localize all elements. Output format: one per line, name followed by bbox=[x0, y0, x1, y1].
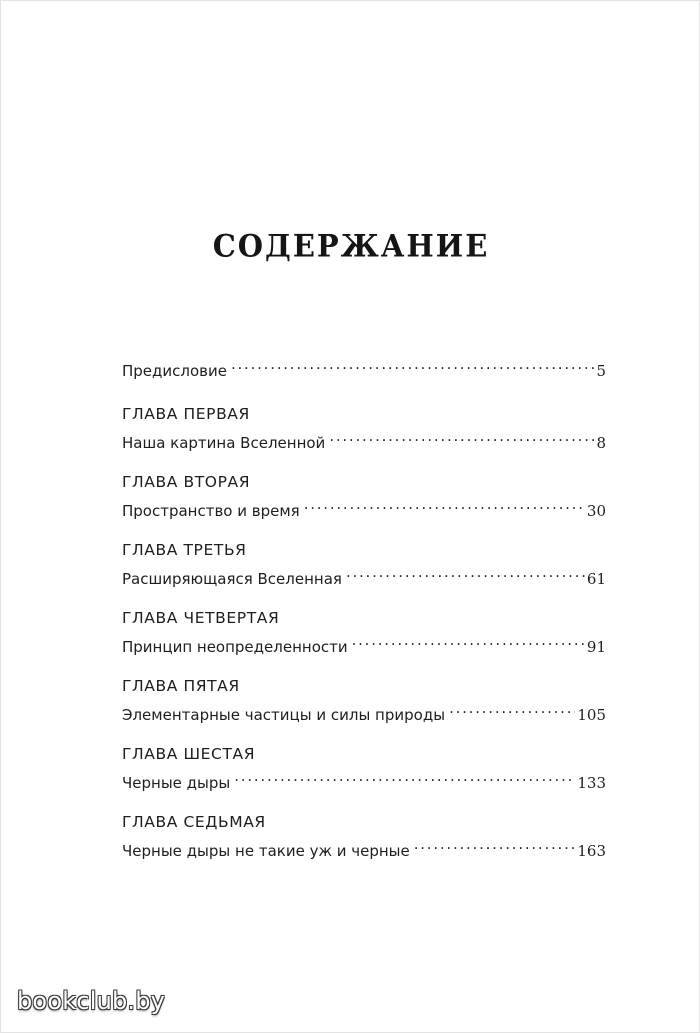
toc-line bbox=[122, 493, 606, 520]
toc-page-number: 91 bbox=[586, 638, 606, 656]
dot-leader bbox=[352, 629, 585, 652]
dot-leader bbox=[449, 697, 575, 720]
toc-page-number: 5 bbox=[596, 362, 606, 380]
dot-leader bbox=[231, 353, 594, 376]
toc-line bbox=[122, 833, 606, 860]
toc-chapter-2 bbox=[122, 471, 606, 520]
dot-leader bbox=[414, 833, 576, 856]
toc-chapter-7 bbox=[122, 811, 606, 860]
chapter-label: ГЛАВА ЧЕТВЕРТАЯ bbox=[122, 609, 280, 627]
toc-page-number: 133 bbox=[577, 774, 606, 792]
chapter-label: ГЛАВА ШЕСТАЯ bbox=[122, 745, 256, 763]
toc-line bbox=[122, 697, 606, 724]
toc-chapter-6 bbox=[122, 743, 606, 792]
toc-entry-title: Расширяющаяся Вселенная bbox=[122, 570, 342, 588]
chapter-label: ГЛАВА СЕДЬМАЯ bbox=[122, 813, 266, 831]
toc-page-number: 61 bbox=[586, 570, 606, 588]
toc-page-number: 105 bbox=[577, 706, 606, 724]
site-watermark: bookclub.by bbox=[17, 987, 166, 1015]
dot-leader bbox=[304, 493, 585, 516]
toc-line bbox=[122, 425, 606, 452]
toc-chapter-1 bbox=[122, 403, 606, 452]
toc-line bbox=[122, 629, 606, 656]
toc-entry-preface bbox=[122, 353, 606, 380]
toc-entry-title: Принцип неопределенности bbox=[122, 638, 348, 656]
chapter-label: ГЛАВА ТРЕТЬЯ bbox=[122, 541, 247, 559]
toc-entry-title: Элементарные частицы и силы природы bbox=[122, 706, 446, 724]
toc-page-number: 8 bbox=[596, 434, 606, 452]
toc-chapter-3 bbox=[122, 539, 606, 588]
toc-line bbox=[122, 561, 606, 588]
toc-entry-title: Наша картина Вселенной bbox=[122, 434, 326, 452]
table-of-contents bbox=[122, 353, 606, 879]
toc-chapter-5 bbox=[122, 675, 606, 724]
chapter-label: ГЛАВА ВТОРАЯ bbox=[122, 473, 251, 491]
toc-line bbox=[122, 765, 606, 792]
toc-entry-title: Черные дыры bbox=[122, 774, 231, 792]
toc-chapter-4 bbox=[122, 607, 606, 656]
chapter-label: ГЛАВА ПЕРВАЯ bbox=[122, 405, 250, 423]
dot-leader bbox=[346, 561, 585, 584]
dot-leader bbox=[329, 425, 594, 448]
dot-leader bbox=[234, 765, 575, 788]
toc-page-number: 163 bbox=[577, 842, 606, 860]
toc-entry-title: Предисловие bbox=[122, 362, 227, 380]
chapter-label: ГЛАВА ПЯТАЯ bbox=[122, 677, 240, 695]
toc-entry-title: Пространство и время bbox=[122, 502, 300, 520]
toc-entry-title: Черные дыры не такие уж и черные bbox=[122, 842, 410, 860]
toc-line bbox=[122, 353, 606, 380]
toc-page-number: 30 bbox=[586, 502, 606, 520]
contents-title: СОДЕРЖАНИЕ bbox=[212, 228, 490, 264]
